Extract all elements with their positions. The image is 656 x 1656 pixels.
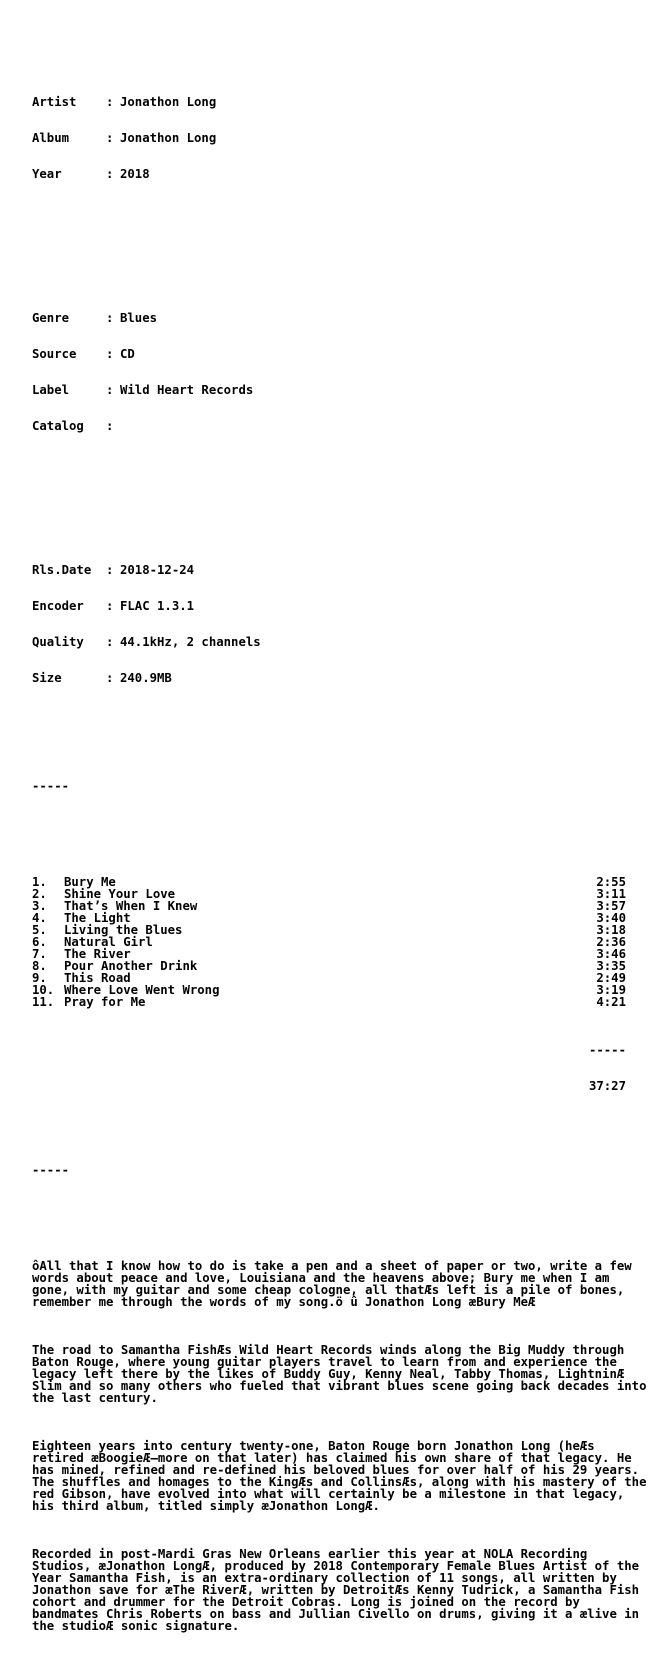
- track-number: 8.: [32, 959, 47, 973]
- meta-value: Blues: [120, 311, 158, 325]
- separator: -----: [32, 1163, 70, 1177]
- meta-block-genre: [32, 288, 652, 456]
- meta-colon: :: [106, 635, 114, 649]
- meta-value: 240.9MB: [120, 671, 172, 685]
- track-title: Natural Girl: [64, 935, 153, 949]
- track-number: 5.: [32, 923, 47, 937]
- meta-key: Catalog: [32, 419, 84, 433]
- meta-colon: :: [106, 131, 114, 145]
- meta-colon: :: [106, 383, 114, 397]
- meta-colon: :: [106, 95, 114, 109]
- separator: -----: [32, 779, 70, 793]
- total-separator: -----: [588, 1043, 626, 1057]
- meta-key: Label: [32, 383, 70, 397]
- meta-colon: :: [106, 311, 114, 325]
- body-paragraph: Eighteen years into century twenty-one, Baton Rouge born Jonathon Long (heÆs retired æBoogieÆ—more on that later) has claimed his own share of that legacy. He has mined, refined and re-defined his beloved blues for over half of his 29 years. The shuffles and homages to the KingÆs and CollinsÆs, along with his mastery of the red Gibson, have evolved into what will certainly be a milestone in that legacy, his third album, titled simply æJonathon LongÆ.: [32, 1439, 647, 1513]
- meta-key: Album: [32, 131, 70, 145]
- meta-colon: :: [106, 347, 114, 361]
- track-title: Pray for Me: [64, 995, 146, 1009]
- total-duration: 37:27: [588, 1079, 626, 1093]
- track-duration: 3:19: [596, 983, 626, 997]
- track-duration: 2:55: [596, 875, 626, 889]
- meta-value: 2018: [120, 167, 150, 181]
- track-duration: 3:40: [596, 911, 626, 925]
- meta-row-year: [32, 168, 652, 180]
- meta-row-catalog: [32, 420, 652, 432]
- total-separator-row: [32, 1044, 626, 1056]
- track-duration: 3:35: [596, 959, 626, 973]
- track-title: Where Love Went Wrong: [64, 983, 220, 997]
- meta-key: Year: [32, 167, 62, 181]
- track-duration: 3:18: [596, 923, 626, 937]
- track-number: 9.: [32, 971, 47, 985]
- track-title: Bury Me: [64, 875, 116, 889]
- track-duration: 4:21: [596, 995, 626, 1009]
- meta-key: Artist: [32, 95, 77, 109]
- track-duration: 2:36: [596, 935, 626, 949]
- track-duration: 3:57: [596, 899, 626, 913]
- meta-row-label: [32, 384, 652, 396]
- track-number: 2.: [32, 887, 47, 901]
- track-number: 7.: [32, 947, 47, 961]
- track-number: 4.: [32, 911, 47, 925]
- meta-value: 44.1kHz, 2 channels: [120, 635, 261, 649]
- track-number: 1.: [32, 875, 47, 889]
- tracklist: [32, 876, 652, 1008]
- meta-key: Encoder: [32, 599, 84, 613]
- meta-value: Wild Heart Records: [120, 383, 254, 397]
- total-duration-row: [32, 1080, 626, 1092]
- meta-block-artist: [32, 72, 652, 204]
- meta-colon: :: [106, 671, 114, 685]
- meta-colon: :: [106, 419, 114, 433]
- meta-row-album: [32, 132, 652, 144]
- track-title: This Road: [64, 971, 131, 985]
- meta-colon: :: [106, 563, 114, 577]
- meta-row-artist: [32, 96, 652, 108]
- meta-key: Rls.Date: [32, 563, 92, 577]
- meta-row-rls-date: [32, 564, 652, 576]
- meta-row-quality: [32, 636, 652, 648]
- track-title: Pour Another Drink: [64, 959, 198, 973]
- meta-row-size: [32, 672, 652, 684]
- meta-value: Jonathon Long: [120, 131, 217, 145]
- track-duration: 2:49: [596, 971, 626, 985]
- meta-key: Genre: [32, 311, 70, 325]
- track-number: 3.: [32, 899, 47, 913]
- meta-row-genre: [32, 312, 652, 324]
- track-title: The River: [64, 947, 131, 961]
- track-title: That’s When I Knew: [64, 899, 198, 913]
- track-row: [32, 996, 626, 1008]
- meta-value: 2018-12-24: [120, 563, 195, 577]
- quote-paragraph: ôAll that I know how to do is take a pen and a sheet of paper or two, write a few words about peace and love, Louisiana and the heavens above; Bury me when I am gone, with my guitar and some cheap cologne, all thatÆs left is a pile of bones, remember me through the words of my song.ö û Jonathon Long æBury MeÆ: [32, 1259, 632, 1309]
- track-number: 10.: [32, 983, 55, 997]
- meta-key: Source: [32, 347, 77, 361]
- track-duration: 3:11: [596, 887, 626, 901]
- meta-value: CD: [120, 347, 135, 361]
- track-number: 6.: [32, 935, 47, 949]
- track-title: The Light: [64, 911, 131, 925]
- track-number: 11.: [32, 995, 55, 1009]
- body-paragraph: Recorded in post-Mardi Gras New Orleans earlier this year at NOLA Recording Studios, æJonathon LongÆ, produced by 2018 Contemporary Female Blues Artist of the Year Samantha Fish, is an extra-ordinary collection of 11 songs, all written by Jonathon save for æThe RiverÆ, written by DetroitÆs Kenny Tudrick, a Samantha Fish cohort and drummer for the Detroit Cobras. Long is joined on the record by bandmates Chris Roberts on bass and Jullian Civello on drums, giving it a ælive in the studioÆ sonic signature.: [32, 1547, 640, 1633]
- meta-value: Jonathon Long: [120, 95, 217, 109]
- track-title: Living the Blues: [64, 923, 183, 937]
- track-duration: 3:46: [596, 947, 626, 961]
- meta-colon: :: [106, 167, 114, 181]
- meta-row-encoder: [32, 600, 652, 612]
- meta-colon: :: [106, 599, 114, 613]
- meta-block-release: [32, 540, 652, 708]
- body-paragraph: The road to Samantha FishÆs Wild Heart Records winds along the Big Muddy through Baton Rouge, where young guitar players travel to learn from and experience the legacy left there by the likes of Buddy Guy, Kenny Neal, Tabby Thomas, LightninÆ Slim and so many others who fueled that vibrant blues scene going back decades into the last century.: [32, 1343, 647, 1405]
- meta-row-source: [32, 348, 652, 360]
- meta-key: Quality: [32, 635, 84, 649]
- release-notes-document: [32, 24, 652, 1656]
- meta-key: Size: [32, 671, 62, 685]
- track-title: Shine Your Love: [64, 887, 176, 901]
- meta-value: FLAC 1.3.1: [120, 599, 195, 613]
